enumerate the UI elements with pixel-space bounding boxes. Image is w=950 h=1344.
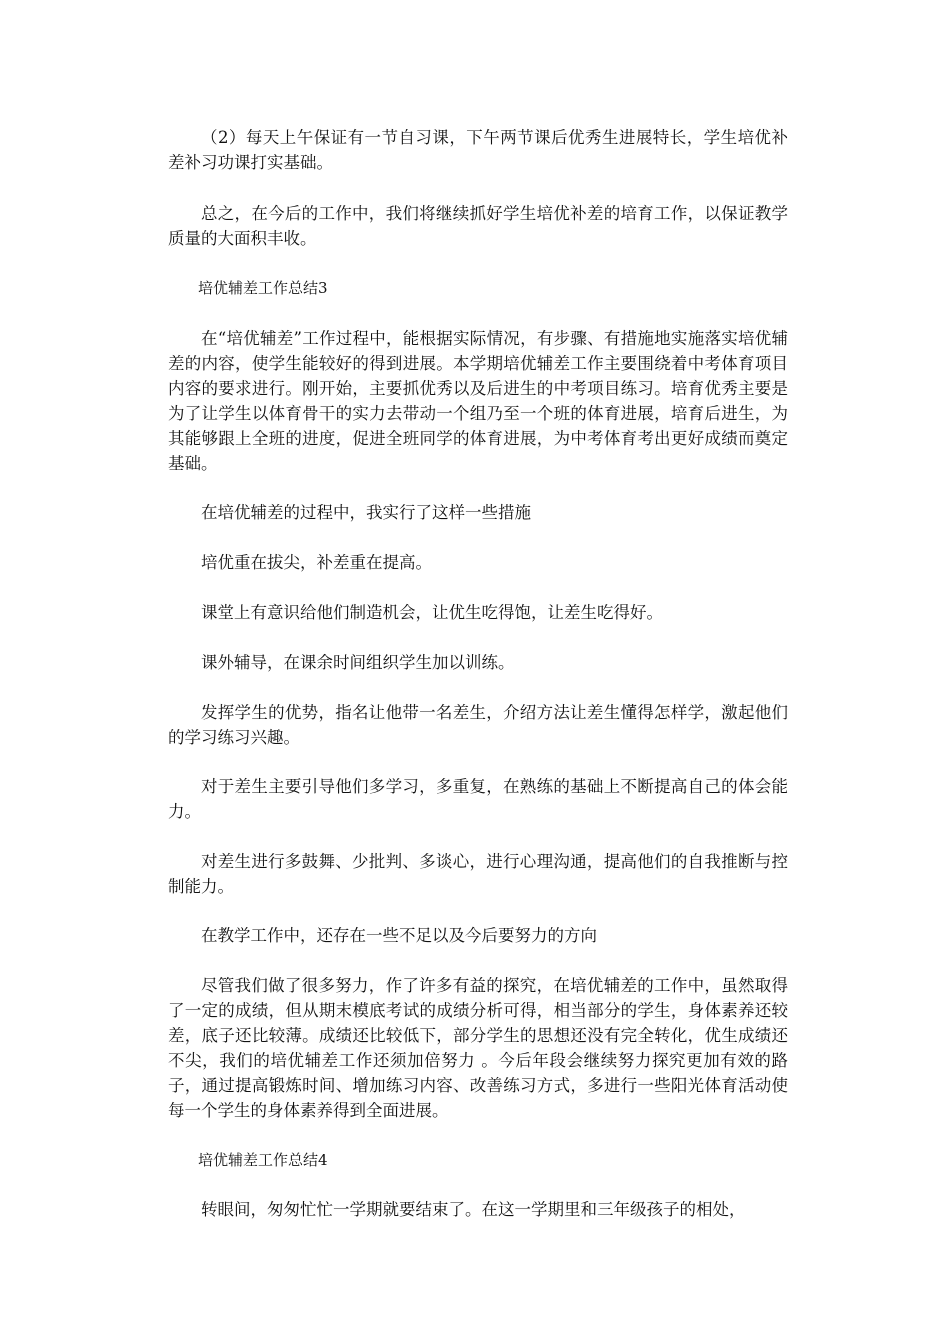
section-heading-4: 培优辅差工作总结4	[198, 1151, 328, 1169]
paragraph-shortcomings-intro: 在教学工作中，还存在一些不足以及今后要努力的方向	[201, 926, 597, 945]
paragraph-summary: 总之，在今后的工作中，我们将继续抓好学生培优补差的培育工作，以保证教学质量的大面积丰收。	[168, 204, 788, 248]
paragraph-measure-3: 课外辅导，在课余时间组织学生加以训练。	[201, 653, 515, 672]
paragraph-measure-5: 对于差生主要引导他们多学习，多重复，在熟练的基础上不断提高自己的体会能力。	[168, 777, 788, 821]
paragraph-shortcomings: 尽管我们做了很多努力，作了许多有益的探究，在培优辅差的工作中，虽然取得了一定的成绩，但从期末模底考试的成绩分析可得，相当部分的学生，身体素养还较差，底子还比较薄。成绩还比较低下，部分学生的思想还没有完全转化，优生成绩还不尖，我们的培优辅差工作还须加倍努力 。今后年段会继续努力探究更加有效的路子，通过提高锻炼时间、增加练习内容、改善练习方式，多进行一些阳光体育活动使每一个学生的身体素养得到全面进展。	[168, 976, 788, 1120]
paragraph-measure-2: 课堂上有意识给他们制造机会，让优生吃得饱，让差生吃得好。	[201, 603, 663, 622]
paragraph-measure-6: 对差生进行多鼓舞、少批判、多谈心，进行心理沟通，提高他们的自我推断与控制能力。	[168, 852, 788, 896]
paragraph-measure-4: 发挥学生的优势，指名让他带一名差生，介绍方法让差生懂得怎样学，激起他们的学习练习兴趣。	[168, 703, 788, 747]
section-heading-3: 培优辅差工作总结3	[198, 279, 328, 297]
paragraph-measures-intro: 在培优辅差的过程中，我实行了这样一些措施	[201, 503, 531, 522]
paragraph-process: 在“培优辅差”工作过程中，能根据实际情况，有步骤、有措施地实施落实培优辅差的内容，使学生能较好的得到进展。本学期培优辅差工作主要围绕着中考体育项目内容的要求进行。刚开始，主要抓优秀以及后进生的中考项目练习。培育优秀主要是为了让学生以体育骨干的实力去带动一个组乃至一个班的体育进展，培育后进生，为其能够跟上全班的进度，促进全班同学的体育进展，为中考体育考出更好成绩而奠定基础。	[168, 329, 788, 473]
paragraph-semester-start: 转眼间，匆匆忙忙一学期就要结束了。在这一学期里和三年级孩子的相处，	[201, 1200, 746, 1219]
paragraph-measure-1: 培优重在拔尖，补差重在提高。	[201, 553, 432, 572]
paragraph-daily-schedule: （2）每天上午保证有一节自习课，下午两节课后优秀生进展特长，学生培优补差补习功课打实基础。	[168, 128, 788, 172]
